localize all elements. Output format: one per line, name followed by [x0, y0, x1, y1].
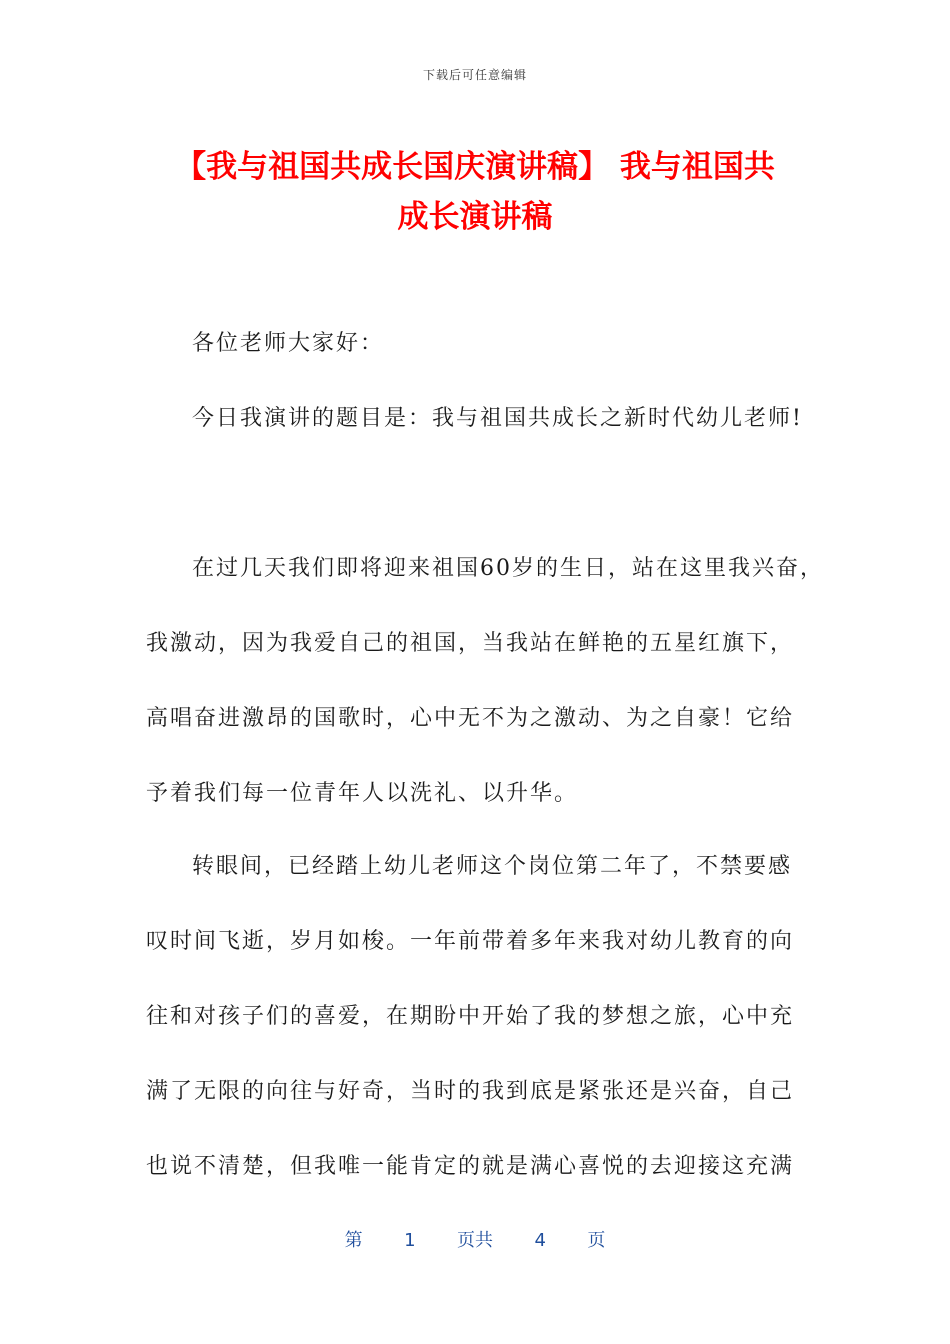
paragraph-2-line-5: 也说不清楚，但我唯一能肯定的就是满心喜悦的去迎接这充满	[146, 1154, 795, 1179]
footer-label-page: 第	[344, 1230, 363, 1251]
footer-label-end: 页	[587, 1230, 606, 1251]
speech-topic: 今日我演讲的题目是：我与祖国共成长之新时代幼儿老师!	[192, 406, 803, 431]
paragraph-2-line-4: 满了无限的向往与好奇，当时的我到底是紧张还是兴奋，自己	[146, 1079, 795, 1104]
paragraph-1-line-3: 高唱奋进激昂的国歌时，心中无不为之激动、为之自豪！它给	[146, 706, 795, 731]
header-note: 下载后可任意编辑	[422, 68, 527, 82]
paragraph-1-line-4: 予着我们每一位青年人以洗礼、以升华。	[146, 781, 579, 806]
paragraph-1-line-2: 我激动，因为我爱自己的祖国，当我站在鲜艳的五星红旗下，	[146, 631, 795, 656]
paragraph-1-line-1: 在过几天我们即将迎来祖国60岁的生日，站在这里我兴奋，	[192, 556, 824, 581]
title-line-1: 【我与祖国共成长国庆演讲稿】 我与祖国共	[175, 149, 775, 185]
page-footer	[0, 1226, 950, 1252]
footer-label-of: 页共	[457, 1230, 493, 1251]
paragraph-2-line-1: 转眼间，已经踏上幼儿老师这个岗位第二年了，不禁要感	[192, 854, 793, 879]
footer-total-pages: 4	[534, 1230, 546, 1251]
greeting: 各位老师大家好：	[192, 331, 385, 356]
paragraph-2-line-3: 往和对孩子们的喜爱，在期盼中开始了我的梦想之旅，心中充	[146, 1004, 795, 1029]
document-title	[120, 142, 830, 242]
title-line-2: 成长演讲稿	[397, 199, 553, 235]
paragraph-2-line-2: 叹时间飞逝，岁月如梭。一年前带着多年来我对幼儿教育的向	[146, 929, 795, 954]
footer-page-number: 1	[404, 1230, 416, 1251]
